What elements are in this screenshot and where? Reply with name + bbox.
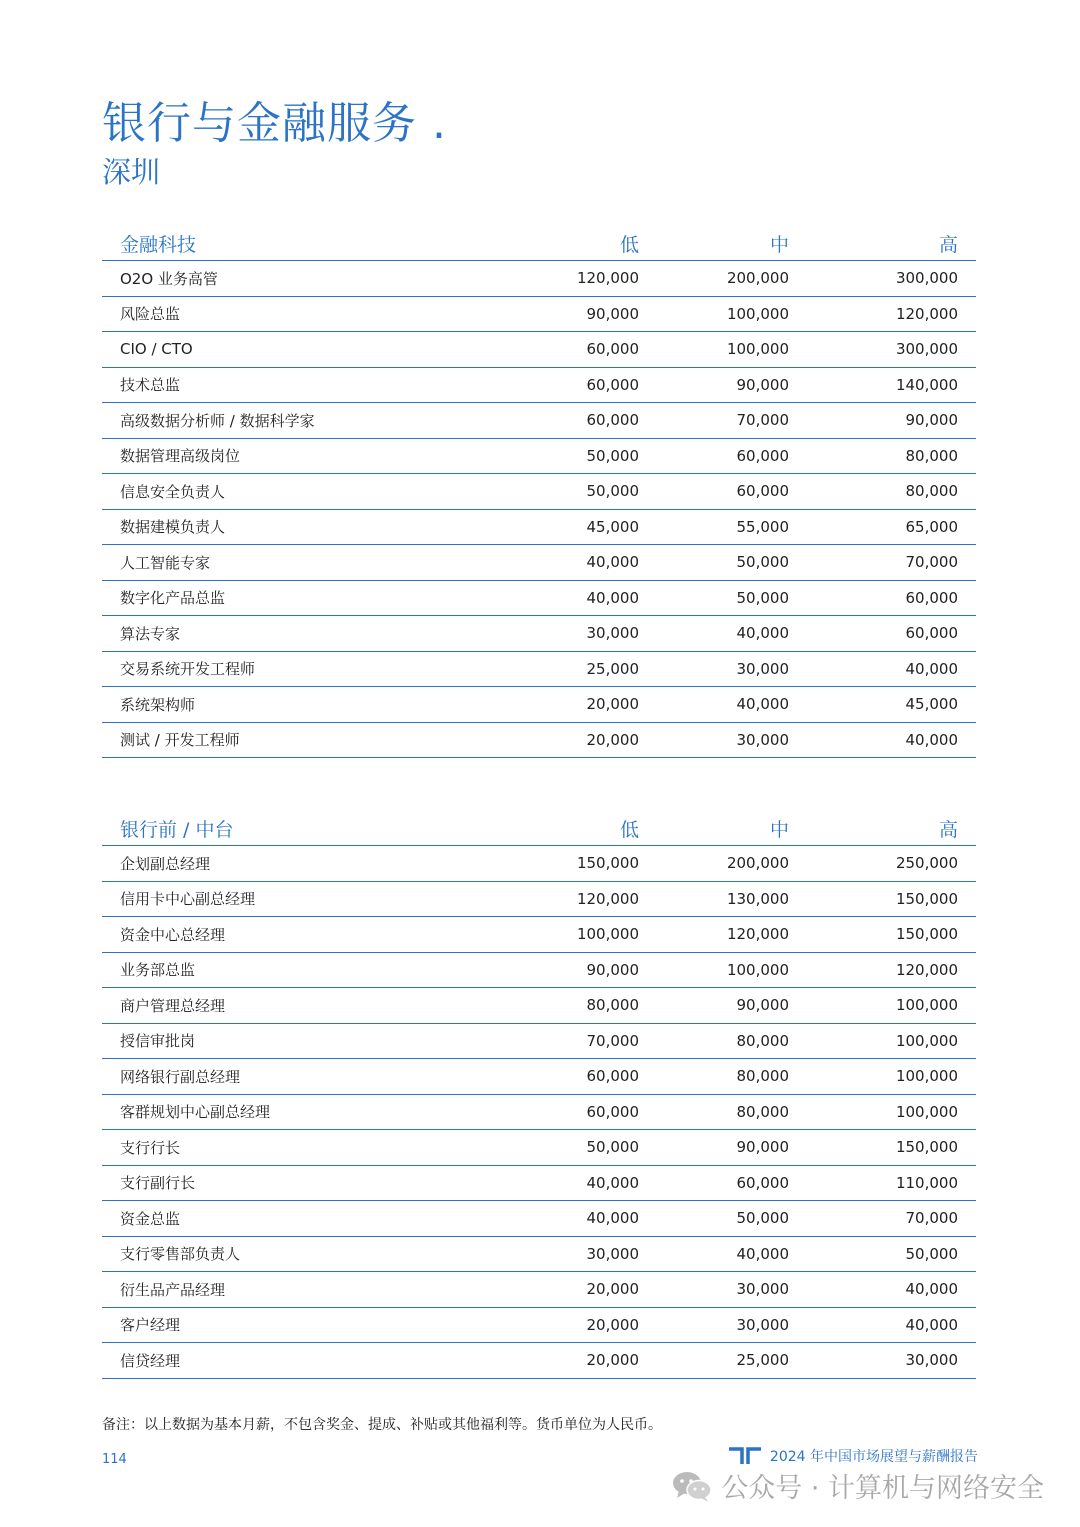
job-title-cell: 数字化产品总监 bbox=[102, 580, 522, 616]
salary-low-cell: 50,000 bbox=[522, 438, 657, 474]
job-title-cell: 交易系统开发工程师 bbox=[102, 651, 522, 687]
job-title-cell: 算法专家 bbox=[102, 616, 522, 652]
job-title-cell: 支行行长 bbox=[102, 1130, 522, 1166]
salary-low-cell: 40,000 bbox=[522, 1165, 657, 1201]
salary-high-cell: 40,000 bbox=[807, 1307, 976, 1343]
salary-low-cell: 60,000 bbox=[522, 403, 657, 439]
salary-mid-cell: 80,000 bbox=[657, 1023, 807, 1059]
salary-mid-cell: 60,000 bbox=[657, 1165, 807, 1201]
page-title: 银行与金融服务 . bbox=[102, 98, 447, 149]
salary-low-cell: 40,000 bbox=[522, 545, 657, 581]
salary-low-cell: 45,000 bbox=[522, 509, 657, 545]
salary-high-cell: 45,000 bbox=[807, 687, 976, 723]
salary-mid-cell: 90,000 bbox=[657, 367, 807, 403]
table-category-heading: 金融科技 bbox=[102, 226, 522, 261]
table-row bbox=[102, 881, 976, 917]
job-title-cell: O2O 业务高管 bbox=[102, 261, 522, 297]
table-row bbox=[102, 1023, 976, 1059]
salary-mid-cell: 50,000 bbox=[657, 545, 807, 581]
salary-mid-cell: 130,000 bbox=[657, 881, 807, 917]
salary-mid-cell: 55,000 bbox=[657, 509, 807, 545]
job-title-cell: 系统架构师 bbox=[102, 687, 522, 723]
salary-low-cell: 90,000 bbox=[522, 296, 657, 332]
salary-low-cell: 40,000 bbox=[522, 580, 657, 616]
table-row bbox=[102, 988, 976, 1024]
salary-low-cell: 100,000 bbox=[522, 917, 657, 953]
salary-low-cell: 90,000 bbox=[522, 952, 657, 988]
table-row bbox=[102, 917, 976, 953]
salary-low-cell: 60,000 bbox=[522, 367, 657, 403]
salary-low-cell: 50,000 bbox=[522, 474, 657, 510]
column-heading-high: 高 bbox=[807, 226, 976, 261]
salary-high-cell: 30,000 bbox=[807, 1343, 976, 1379]
brand-logo-icon bbox=[728, 1446, 762, 1466]
salary-low-cell: 120,000 bbox=[522, 881, 657, 917]
salary-high-cell: 150,000 bbox=[807, 1130, 976, 1166]
salary-low-cell: 20,000 bbox=[522, 722, 657, 758]
table-header-row bbox=[102, 811, 976, 846]
salary-high-cell: 120,000 bbox=[807, 952, 976, 988]
salary-low-cell: 120,000 bbox=[522, 261, 657, 297]
salary-high-cell: 90,000 bbox=[807, 403, 976, 439]
salary-mid-cell: 200,000 bbox=[657, 846, 807, 882]
salary-table-fintech bbox=[102, 226, 976, 758]
salary-high-cell: 40,000 bbox=[807, 651, 976, 687]
job-title-cell: 客群规划中心副总经理 bbox=[102, 1094, 522, 1130]
salary-low-cell: 20,000 bbox=[522, 1343, 657, 1379]
salary-low-cell: 60,000 bbox=[522, 1059, 657, 1095]
job-title-cell: 数据管理高级岗位 bbox=[102, 438, 522, 474]
salary-high-cell: 80,000 bbox=[807, 474, 976, 510]
salary-mid-cell: 100,000 bbox=[657, 952, 807, 988]
table-row bbox=[102, 952, 976, 988]
salary-mid-cell: 30,000 bbox=[657, 651, 807, 687]
table-row bbox=[102, 1165, 976, 1201]
job-title-cell: 商户管理总经理 bbox=[102, 988, 522, 1024]
job-title-cell: 授信审批岗 bbox=[102, 1023, 522, 1059]
table-row bbox=[102, 1272, 976, 1308]
salary-high-cell: 150,000 bbox=[807, 881, 976, 917]
salary-high-cell: 40,000 bbox=[807, 1272, 976, 1308]
salary-high-cell: 300,000 bbox=[807, 332, 976, 368]
salary-high-cell: 100,000 bbox=[807, 988, 976, 1024]
salary-high-cell: 65,000 bbox=[807, 509, 976, 545]
salary-high-cell: 100,000 bbox=[807, 1094, 976, 1130]
salary-high-cell: 110,000 bbox=[807, 1165, 976, 1201]
table-row bbox=[102, 1343, 976, 1379]
wechat-icon bbox=[671, 1469, 713, 1503]
job-title-cell: 客户经理 bbox=[102, 1307, 522, 1343]
job-title-cell: 衍生品产品经理 bbox=[102, 1272, 522, 1308]
table-row bbox=[102, 403, 976, 439]
footnote: 备注：以上数据为基本月薪，不包含奖金、提成、补贴或其他福利等。货币单位为人民币。 bbox=[102, 1417, 662, 1433]
table-row bbox=[102, 651, 976, 687]
salary-mid-cell: 30,000 bbox=[657, 1272, 807, 1308]
salary-high-cell: 60,000 bbox=[807, 580, 976, 616]
salary-low-cell: 50,000 bbox=[522, 1130, 657, 1166]
salary-mid-cell: 50,000 bbox=[657, 1201, 807, 1237]
watermark-text: 公众号 · 计算机与网络安全 bbox=[721, 1473, 1044, 1504]
column-heading-mid: 中 bbox=[657, 226, 807, 261]
column-heading-low: 低 bbox=[522, 226, 657, 261]
job-title-cell: 信贷经理 bbox=[102, 1343, 522, 1379]
salary-high-cell: 300,000 bbox=[807, 261, 976, 297]
table-row bbox=[102, 616, 976, 652]
salary-high-cell: 140,000 bbox=[807, 367, 976, 403]
salary-low-cell: 150,000 bbox=[522, 846, 657, 882]
salary-mid-cell: 70,000 bbox=[657, 403, 807, 439]
salary-high-cell: 120,000 bbox=[807, 296, 976, 332]
salary-mid-cell: 40,000 bbox=[657, 687, 807, 723]
salary-high-cell: 80,000 bbox=[807, 438, 976, 474]
salary-low-cell: 20,000 bbox=[522, 1307, 657, 1343]
table-row bbox=[102, 846, 976, 882]
salary-low-cell: 30,000 bbox=[522, 1236, 657, 1272]
table-row bbox=[102, 332, 976, 368]
salary-mid-cell: 100,000 bbox=[657, 296, 807, 332]
salary-mid-cell: 120,000 bbox=[657, 917, 807, 953]
salary-mid-cell: 100,000 bbox=[657, 332, 807, 368]
salary-low-cell: 20,000 bbox=[522, 1272, 657, 1308]
table-row bbox=[102, 545, 976, 581]
job-title-cell: 资金总监 bbox=[102, 1201, 522, 1237]
column-heading-high: 高 bbox=[807, 811, 976, 846]
table-row bbox=[102, 261, 976, 297]
table-row bbox=[102, 474, 976, 510]
salary-mid-cell: 80,000 bbox=[657, 1059, 807, 1095]
report-footer bbox=[728, 1446, 978, 1466]
salary-low-cell: 60,000 bbox=[522, 332, 657, 368]
column-heading-low: 低 bbox=[522, 811, 657, 846]
table-body bbox=[102, 846, 976, 1379]
table-row bbox=[102, 1307, 976, 1343]
table-row bbox=[102, 687, 976, 723]
table-row bbox=[102, 1236, 976, 1272]
job-title-cell: 技术总监 bbox=[102, 367, 522, 403]
salary-low-cell: 40,000 bbox=[522, 1201, 657, 1237]
table-body bbox=[102, 261, 976, 758]
table-row bbox=[102, 1059, 976, 1095]
salary-low-cell: 30,000 bbox=[522, 616, 657, 652]
salary-high-cell: 100,000 bbox=[807, 1023, 976, 1059]
job-title-cell: 信息安全负责人 bbox=[102, 474, 522, 510]
salary-high-cell: 150,000 bbox=[807, 917, 976, 953]
salary-low-cell: 25,000 bbox=[522, 651, 657, 687]
salary-table-banking bbox=[102, 811, 976, 1379]
report-title: 2024 年中国市场展望与薪酬报告 bbox=[769, 1449, 978, 1465]
job-title-cell: 数据建模负责人 bbox=[102, 509, 522, 545]
salary-mid-cell: 90,000 bbox=[657, 988, 807, 1024]
salary-high-cell: 50,000 bbox=[807, 1236, 976, 1272]
table-row bbox=[102, 1094, 976, 1130]
job-title-cell: 支行副行长 bbox=[102, 1165, 522, 1201]
watermark bbox=[671, 1466, 1044, 1505]
table-category-heading: 银行前 / 中台 bbox=[102, 811, 522, 846]
job-title-cell: 网络银行副总经理 bbox=[102, 1059, 522, 1095]
salary-mid-cell: 80,000 bbox=[657, 1094, 807, 1130]
job-title-cell: 测试 / 开发工程师 bbox=[102, 722, 522, 758]
job-title-cell: 支行零售部负责人 bbox=[102, 1236, 522, 1272]
salary-low-cell: 60,000 bbox=[522, 1094, 657, 1130]
table-row bbox=[102, 1130, 976, 1166]
job-title-cell: 资金中心总经理 bbox=[102, 917, 522, 953]
salary-mid-cell: 200,000 bbox=[657, 261, 807, 297]
salary-low-cell: 70,000 bbox=[522, 1023, 657, 1059]
job-title-cell: CIO / CTO bbox=[102, 332, 522, 368]
salary-high-cell: 100,000 bbox=[807, 1059, 976, 1095]
table-row bbox=[102, 509, 976, 545]
salary-high-cell: 70,000 bbox=[807, 1201, 976, 1237]
salary-high-cell: 60,000 bbox=[807, 616, 976, 652]
salary-mid-cell: 40,000 bbox=[657, 1236, 807, 1272]
salary-low-cell: 20,000 bbox=[522, 687, 657, 723]
salary-low-cell: 80,000 bbox=[522, 988, 657, 1024]
job-title-cell: 业务部总监 bbox=[102, 952, 522, 988]
job-title-cell: 人工智能专家 bbox=[102, 545, 522, 581]
salary-mid-cell: 90,000 bbox=[657, 1130, 807, 1166]
salary-mid-cell: 60,000 bbox=[657, 438, 807, 474]
salary-mid-cell: 25,000 bbox=[657, 1343, 807, 1379]
job-title-cell: 企划副总经理 bbox=[102, 846, 522, 882]
salary-mid-cell: 60,000 bbox=[657, 474, 807, 510]
salary-high-cell: 70,000 bbox=[807, 545, 976, 581]
table-row bbox=[102, 367, 976, 403]
salary-mid-cell: 40,000 bbox=[657, 616, 807, 652]
page-subtitle-city: 深圳 bbox=[102, 155, 161, 189]
job-title-cell: 高级数据分析师 / 数据科学家 bbox=[102, 403, 522, 439]
table-header-row bbox=[102, 226, 976, 261]
column-heading-mid: 中 bbox=[657, 811, 807, 846]
table-row bbox=[102, 722, 976, 758]
table-row bbox=[102, 1201, 976, 1237]
table-row bbox=[102, 580, 976, 616]
salary-high-cell: 40,000 bbox=[807, 722, 976, 758]
salary-high-cell: 250,000 bbox=[807, 846, 976, 882]
salary-mid-cell: 30,000 bbox=[657, 1307, 807, 1343]
table-row bbox=[102, 296, 976, 332]
salary-mid-cell: 50,000 bbox=[657, 580, 807, 616]
job-title-cell: 风险总监 bbox=[102, 296, 522, 332]
salary-mid-cell: 30,000 bbox=[657, 722, 807, 758]
job-title-cell: 信用卡中心副总经理 bbox=[102, 881, 522, 917]
table-row bbox=[102, 438, 976, 474]
page-number: 114 bbox=[102, 1452, 127, 1467]
